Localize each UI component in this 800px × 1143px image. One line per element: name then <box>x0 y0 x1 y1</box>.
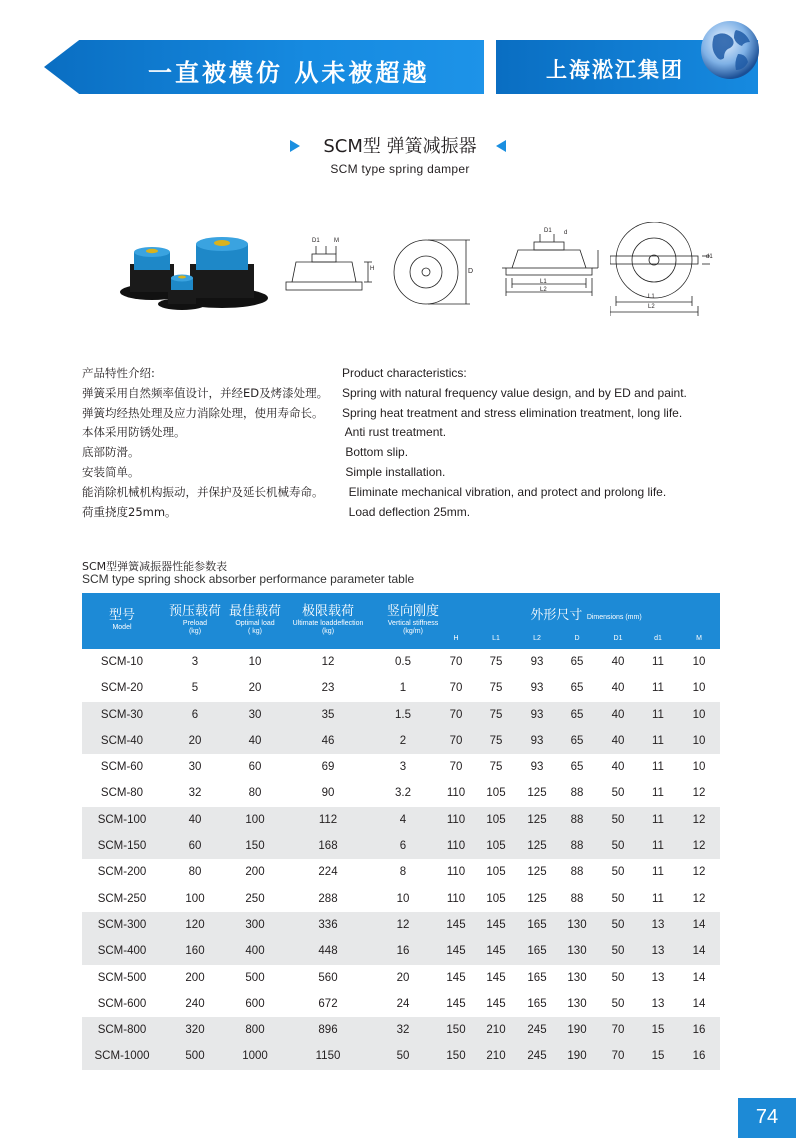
value-cell: 12 <box>692 787 706 800</box>
value-cell: 6 <box>399 840 407 853</box>
table-row <box>82 754 720 780</box>
value-cell: 200 <box>245 866 265 879</box>
value-cell: 20 <box>248 682 262 695</box>
char-cn-line: 弹簧采用自然频率值设计，并经ED及烤漆处理。 <box>82 385 329 400</box>
company-name: 上海淞江集团 <box>546 58 684 82</box>
table-caption-en: SCM type spring shock absorber performance parameter table <box>82 572 415 586</box>
value-cell: 200 <box>185 971 205 984</box>
value-cell: 88 <box>570 813 584 826</box>
value-cell: 88 <box>570 866 584 879</box>
value-cell: 11 <box>652 866 664 879</box>
value-cell: 250 <box>245 892 265 905</box>
drawing-label-d: D <box>468 268 474 275</box>
value-cell: 110 <box>446 813 466 826</box>
char-en-line: Simple installation. <box>342 464 446 479</box>
value-cell: 93 <box>530 734 544 747</box>
value-cell: 75 <box>489 734 503 747</box>
value-cell: 100 <box>245 813 265 826</box>
value-cell: 112 <box>318 813 338 826</box>
value-cell: 1.5 <box>395 708 411 721</box>
value-cell: 2 <box>399 734 407 747</box>
value-cell: 46 <box>321 734 335 747</box>
value-cell: 40 <box>611 734 625 747</box>
value-cell: 288 <box>318 892 338 905</box>
value-cell: 896 <box>318 1024 338 1037</box>
product-title: SCM型 弹簧减振器 <box>323 136 477 157</box>
value-cell: 10 <box>692 761 706 774</box>
value-cell: 150 <box>245 840 265 853</box>
value-cell: 14 <box>692 971 706 984</box>
value-cell: 245 <box>527 1050 547 1063</box>
value-cell: 10 <box>692 656 706 668</box>
char-en-line: Anti rust treatment. <box>342 425 447 440</box>
char-cn-line: 产品特性介绍: <box>82 366 155 380</box>
value-cell: 400 <box>245 945 265 958</box>
value-cell: 336 <box>318 918 338 931</box>
value-cell: 13 <box>651 945 665 958</box>
value-cell: 10 <box>692 734 706 747</box>
value-cell: 24 <box>396 997 410 1010</box>
product-subtitle: SCM type spring damper <box>330 162 470 176</box>
value-cell: 1000 <box>242 1050 268 1063</box>
value-cell: 130 <box>567 971 587 984</box>
table-row <box>82 912 720 938</box>
value-cell: 145 <box>446 997 466 1010</box>
table-header <box>82 593 720 649</box>
value-cell: 30 <box>188 761 202 774</box>
value-cell: 15 <box>651 1024 665 1037</box>
value-cell: 70 <box>449 734 463 747</box>
char-cn-line: 底部防滑。 <box>82 445 140 460</box>
value-cell: 14 <box>692 997 706 1010</box>
characteristics-cn <box>82 364 342 522</box>
table-row <box>82 728 720 754</box>
model-cell: SCM-40 <box>100 734 144 747</box>
value-cell: 12 <box>692 813 706 826</box>
char-cn-line: 能消除机械机构振动，并保护及延长机械寿命。 <box>82 484 324 499</box>
value-cell: 40 <box>611 656 625 668</box>
value-cell: 50 <box>396 1050 410 1063</box>
value-cell: 12 <box>692 866 706 879</box>
value-cell: 11 <box>652 761 664 774</box>
value-cell: 145 <box>446 918 466 931</box>
char-cn-line: 安装简单。 <box>82 464 140 479</box>
value-cell: 35 <box>321 708 335 721</box>
value-cell: 88 <box>570 840 584 853</box>
char-en-line: Eliminate mechanical vibration, and protect and prolong life. <box>342 484 667 499</box>
value-cell: 165 <box>527 997 547 1010</box>
value-cell: 70 <box>449 761 463 774</box>
value-cell: 3 <box>399 761 407 774</box>
header-vertical-stiffness: 竖向刚度 Vertical stiffness (kg/m) <box>386 604 439 635</box>
model-cell: SCM-20 <box>100 682 144 695</box>
value-cell: 65 <box>570 682 584 695</box>
value-cell: 500 <box>185 1050 205 1063</box>
value-cell: 69 <box>321 761 335 774</box>
char-en-line: Bottom slip. <box>342 445 409 460</box>
model-cell: SCM-10 <box>100 656 144 668</box>
model-cell: SCM-1000 <box>94 1050 150 1063</box>
value-cell: 245 <box>527 1024 547 1037</box>
page-number: 74 <box>755 1106 779 1128</box>
value-cell: 3 <box>191 656 199 668</box>
value-cell: 50 <box>611 971 625 984</box>
char-cn-line: 荷重挠度25mm。 <box>82 504 177 519</box>
value-cell: 75 <box>489 761 503 774</box>
value-cell: 190 <box>567 1024 587 1037</box>
drawing-label-d1: D1 <box>312 238 320 244</box>
value-cell: 10 <box>396 892 410 905</box>
value-cell: 40 <box>248 734 262 747</box>
value-cell: 100 <box>185 892 205 905</box>
value-cell: 500 <box>245 971 265 984</box>
header-preload: 预压载荷 Preload (kg) <box>168 604 221 635</box>
value-cell: 110 <box>446 787 466 800</box>
value-cell: 150 <box>446 1024 466 1037</box>
value-cell: 50 <box>611 840 625 853</box>
globe-icon <box>698 18 762 82</box>
value-cell: 14 <box>692 945 706 958</box>
product-photo <box>112 228 272 312</box>
value-cell: 88 <box>570 892 584 905</box>
table-row <box>82 675 720 701</box>
value-cell: 50 <box>611 813 625 826</box>
title-arrow-left-icon <box>290 140 300 152</box>
value-cell: 16 <box>692 1024 706 1037</box>
value-cell: 1 <box>399 682 407 695</box>
value-cell: 12 <box>692 892 706 905</box>
value-cell: 75 <box>489 656 503 668</box>
char-cn-line: 弹簧均经热处理及应力消除处理，使用寿命长。 <box>82 405 324 420</box>
parameter-table <box>82 593 720 1070</box>
value-cell: 80 <box>248 787 262 800</box>
header-dim-d1: D1 <box>613 635 623 642</box>
value-cell: 150 <box>446 1050 466 1063</box>
value-cell: 70 <box>449 682 463 695</box>
table-row <box>82 649 720 675</box>
table-row <box>82 780 720 806</box>
table-row <box>82 807 720 833</box>
value-cell: 12 <box>396 918 410 931</box>
header-dim-d: D <box>574 635 580 642</box>
value-cell: 105 <box>486 787 506 800</box>
drawing-label-m: M <box>334 238 339 244</box>
value-cell: 165 <box>527 971 547 984</box>
table-body <box>82 649 720 1070</box>
model-cell: SCM-60 <box>100 761 144 774</box>
value-cell: 13 <box>651 997 665 1010</box>
drawing-label-l2-top: L2 <box>648 304 655 310</box>
drawing-label-l1-top: L1 <box>648 294 655 300</box>
value-cell: 11 <box>652 787 664 800</box>
value-cell: 50 <box>611 892 625 905</box>
value-cell: 93 <box>530 761 544 774</box>
value-cell: 560 <box>318 971 338 984</box>
slogan-text: 一直被模仿 从未被超越 <box>148 59 430 87</box>
model-cell: SCM-30 <box>100 708 144 721</box>
value-cell: 145 <box>486 945 506 958</box>
model-cell: SCM-600 <box>97 997 147 1010</box>
value-cell: 4 <box>399 813 407 826</box>
drawing-label-pin-d1: D1 <box>544 228 552 234</box>
value-cell: 70 <box>611 1050 625 1063</box>
value-cell: 168 <box>318 840 338 853</box>
value-cell: 160 <box>185 945 205 958</box>
char-cn-line: 本体采用防锈处理。 <box>82 425 186 440</box>
value-cell: 16 <box>396 945 410 958</box>
value-cell: 80 <box>188 866 202 879</box>
value-cell: 60 <box>188 840 202 853</box>
value-cell: 65 <box>570 708 584 721</box>
value-cell: 90 <box>321 787 335 800</box>
characteristics-en <box>342 364 702 522</box>
header-model: 型号 Model <box>108 608 135 631</box>
header-ultimate-load: 极限载荷 Ultimate loaddeflection (kg) <box>292 604 364 635</box>
value-cell: 50 <box>611 787 625 800</box>
table-row <box>82 1017 720 1043</box>
char-en-line: Spring with natural frequency value design, and by ED and paint. <box>342 385 687 400</box>
value-cell: 13 <box>651 918 665 931</box>
value-cell: 145 <box>486 997 506 1010</box>
top-view-drawing-large <box>610 222 718 322</box>
model-cell: SCM-800 <box>97 1024 147 1037</box>
value-cell: 145 <box>446 945 466 958</box>
value-cell: 93 <box>530 656 544 668</box>
value-cell: 1150 <box>315 1050 341 1063</box>
value-cell: 125 <box>527 813 547 826</box>
value-cell: 110 <box>446 892 466 905</box>
value-cell: 70 <box>611 1024 625 1037</box>
value-cell: 70 <box>449 708 463 721</box>
side-view-drawing-large <box>498 228 610 300</box>
header-dimensions: 外形尺寸 Dimensions (mm) <box>530 608 642 623</box>
header-dim-m: M <box>696 635 702 642</box>
model-cell: SCM-250 <box>97 892 147 905</box>
model-cell: SCM-80 <box>100 787 144 800</box>
value-cell: 40 <box>611 761 625 774</box>
value-cell: 11 <box>652 708 664 721</box>
value-cell: 110 <box>446 866 466 879</box>
value-cell: 240 <box>185 997 205 1010</box>
value-cell: 145 <box>486 918 506 931</box>
table-caption-cn: SCM型弹簧减振器性能参数表 <box>82 560 228 573</box>
value-cell: 50 <box>611 918 625 931</box>
value-cell: 448 <box>318 945 338 958</box>
value-cell: 130 <box>567 997 587 1010</box>
table-row <box>82 991 720 1017</box>
value-cell: 40 <box>611 708 625 721</box>
value-cell: 190 <box>567 1050 587 1063</box>
model-cell: SCM-200 <box>97 866 147 879</box>
value-cell: 800 <box>245 1024 265 1037</box>
value-cell: 30 <box>248 708 262 721</box>
value-cell: 0.5 <box>395 656 411 668</box>
side-view-drawing-small <box>282 236 382 298</box>
value-cell: 11 <box>652 813 664 826</box>
value-cell: 125 <box>527 787 547 800</box>
value-cell: 11 <box>652 840 664 853</box>
value-cell: 120 <box>185 918 205 931</box>
char-en-line: Spring heat treatment and stress elimination treatment, long life. <box>342 405 683 420</box>
header-dim-l2: L2 <box>533 635 541 642</box>
value-cell: 11 <box>652 682 664 695</box>
value-cell: 75 <box>489 682 503 695</box>
top-view-drawing-small <box>388 236 478 308</box>
drawing-label-small-d: d <box>564 230 568 236</box>
value-cell: 23 <box>321 682 335 695</box>
value-cell: 145 <box>486 971 506 984</box>
value-cell: 10 <box>692 708 706 721</box>
value-cell: 50 <box>611 945 625 958</box>
value-cell: 40 <box>611 682 625 695</box>
value-cell: 16 <box>692 1050 706 1063</box>
drawing-label-l1: L1 <box>540 279 547 285</box>
value-cell: 165 <box>527 918 547 931</box>
model-cell: SCM-400 <box>97 945 147 958</box>
value-cell: 130 <box>567 945 587 958</box>
value-cell: 105 <box>486 866 506 879</box>
value-cell: 88 <box>570 787 584 800</box>
value-cell: 300 <box>245 918 265 931</box>
model-cell: SCM-150 <box>97 840 147 853</box>
value-cell: 5 <box>191 682 199 695</box>
header-optimal-load: 最佳载荷 Optimal load ( kg) <box>228 604 281 635</box>
value-cell: 125 <box>527 866 547 879</box>
value-cell: 110 <box>446 840 466 853</box>
value-cell: 93 <box>530 682 544 695</box>
value-cell: 12 <box>321 656 335 668</box>
title-arrow-right-icon <box>496 140 506 152</box>
value-cell: 32 <box>188 787 202 800</box>
table-row <box>82 965 720 991</box>
value-cell: 75 <box>489 708 503 721</box>
value-cell: 10 <box>248 656 262 668</box>
value-cell: 600 <box>245 997 265 1010</box>
table-row <box>82 938 720 964</box>
header-dim-small-d1: d1 <box>654 635 662 642</box>
value-cell: 15 <box>651 1050 665 1063</box>
value-cell: 145 <box>446 971 466 984</box>
value-cell: 3.2 <box>395 787 411 800</box>
table-row <box>82 833 720 859</box>
value-cell: 105 <box>486 840 506 853</box>
value-cell: 8 <box>399 866 407 879</box>
value-cell: 210 <box>486 1024 506 1037</box>
model-cell: SCM-500 <box>97 971 147 984</box>
value-cell: 210 <box>486 1050 506 1063</box>
table-row <box>82 886 720 912</box>
value-cell: 13 <box>651 971 665 984</box>
value-cell: 672 <box>318 997 338 1010</box>
value-cell: 125 <box>527 892 547 905</box>
value-cell: 65 <box>570 761 584 774</box>
value-cell: 20 <box>188 734 202 747</box>
value-cell: 11 <box>652 734 664 747</box>
table-row <box>82 702 720 728</box>
value-cell: 10 <box>692 682 706 695</box>
value-cell: 6 <box>191 708 199 721</box>
value-cell: 20 <box>396 971 410 984</box>
value-cell: 105 <box>486 892 506 905</box>
drawing-label-d1-small: d1 <box>706 254 713 260</box>
value-cell: 93 <box>530 708 544 721</box>
value-cell: 32 <box>396 1024 410 1037</box>
value-cell: 65 <box>570 656 584 668</box>
value-cell: 14 <box>692 918 706 931</box>
value-cell: 70 <box>449 656 463 668</box>
drawing-label-l2: L2 <box>540 287 547 293</box>
table-row <box>82 1043 720 1069</box>
model-cell: SCM-300 <box>97 918 147 931</box>
model-cell: SCM-100 <box>97 813 147 826</box>
header-dim-h: H <box>453 635 459 642</box>
value-cell: 40 <box>188 813 202 826</box>
value-cell: 105 <box>486 813 506 826</box>
value-cell: 165 <box>527 945 547 958</box>
value-cell: 320 <box>185 1024 205 1037</box>
value-cell: 125 <box>527 840 547 853</box>
drawing-label-h: H <box>370 266 375 272</box>
value-cell: 11 <box>652 656 664 668</box>
header-dim-l1: L1 <box>492 635 500 642</box>
value-cell: 50 <box>611 866 625 879</box>
value-cell: 12 <box>692 840 706 853</box>
char-en-line: Product characteristics: <box>342 366 467 380</box>
value-cell: 65 <box>570 734 584 747</box>
value-cell: 60 <box>248 761 262 774</box>
value-cell: 11 <box>652 892 664 905</box>
value-cell: 224 <box>318 866 338 879</box>
char-en-line: Load deflection 25mm. <box>342 504 471 519</box>
value-cell: 50 <box>611 997 625 1010</box>
value-cell: 130 <box>567 918 587 931</box>
table-row <box>82 859 720 885</box>
